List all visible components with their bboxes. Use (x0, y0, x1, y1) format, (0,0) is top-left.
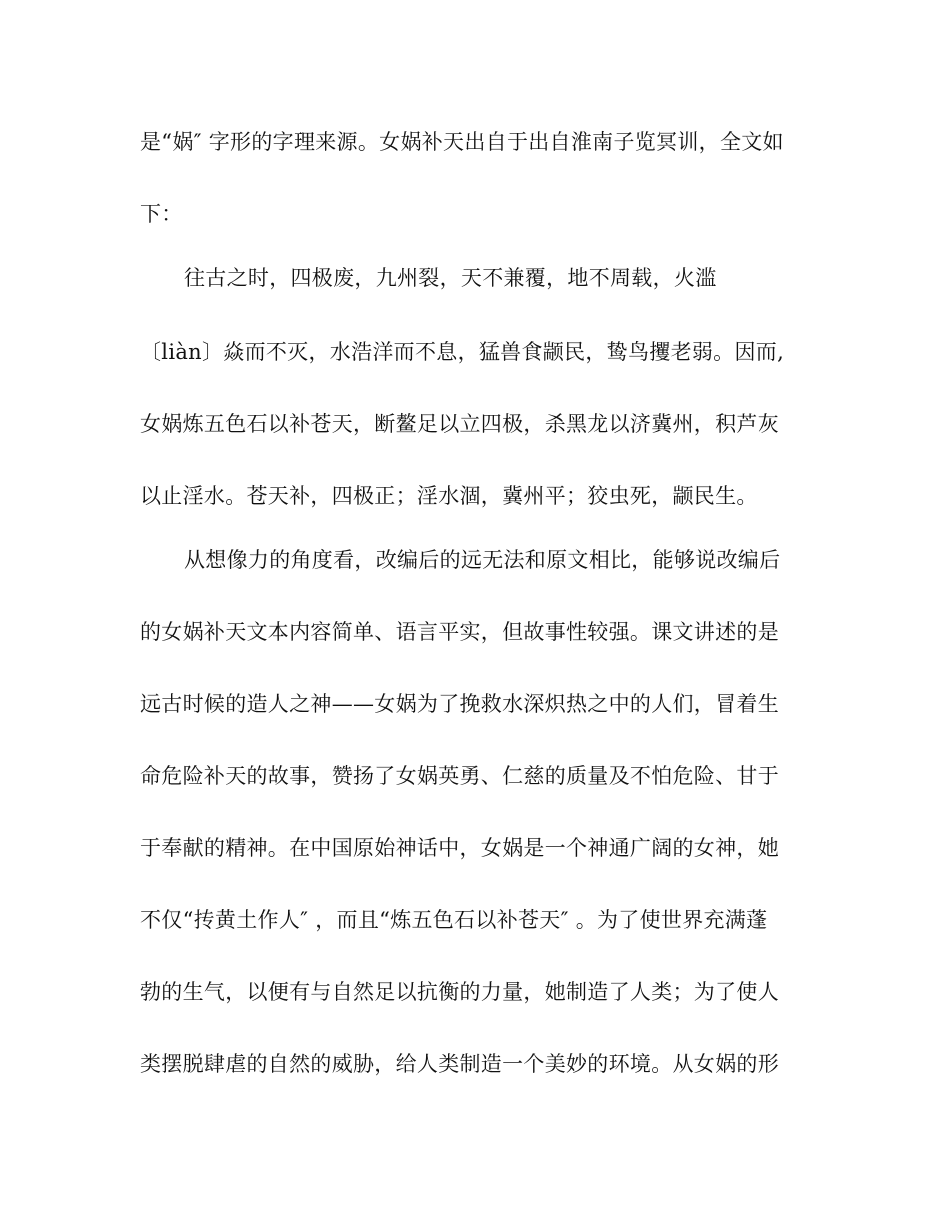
paragraph-line-8: 类摆脱肆虐的自然的威胁，给人类制造一个美妙的环境。从女娲的形 (140, 1052, 779, 1076)
paragraph-line-2: 的女娲补天文本内容简单、语言平实，但故事性较强。课文讲述的是 (140, 620, 779, 644)
paragraph-line-4: 命危险补天的故事，赞扬了女娲英勇、仁慈的质量及不怕危险、甘于 (140, 764, 779, 788)
text-line-1: 是“娲″ 字形的字理来源。女娲补天出自于出自淮南子览冥训，全文如 (140, 130, 784, 154)
paragraph-line-5: 于奉献的精神。在中国原始神话中，女娲是一个神通广阔的女神，她 (140, 836, 779, 860)
quote-line-1: 往古之时，四极废，九州裂，天不兼覆，地不周载，火滥 (184, 266, 717, 290)
paragraph-line-1: 从想像力的角度看，改编后的远无法和原文相比，能够说改编后 (184, 548, 781, 572)
quote-line-3: 女娲炼五色石以补苍天，断鳌足以立四极，杀黑龙以济冀州，积芦灰 (140, 412, 779, 436)
paragraph-line-3: 远古时候的造人之神——女娲为了挽救水深炽热之中的人们，冒着生 (140, 692, 779, 716)
text-line-2: 下： (140, 202, 183, 226)
quote-line-2: 〔liàn〕焱而不灭，水浩洋而不息，猛兽食颛民，鸷鸟攫老弱。因而, (140, 340, 785, 364)
paragraph-line-7: 勃的生气，以便有与自然足以抗衡的力量，她制造了人类；为了使人 (140, 980, 779, 1004)
quote-line-4: 以止淫水。苍天补，四极正；淫水涸，冀州平；狡虫死，颛民生。 (140, 484, 758, 508)
paragraph-line-6: 不仅“抟黄土作人″ ，而且“炼五色石以补苍天″ 。为了使世界充满蓬 (140, 908, 768, 932)
